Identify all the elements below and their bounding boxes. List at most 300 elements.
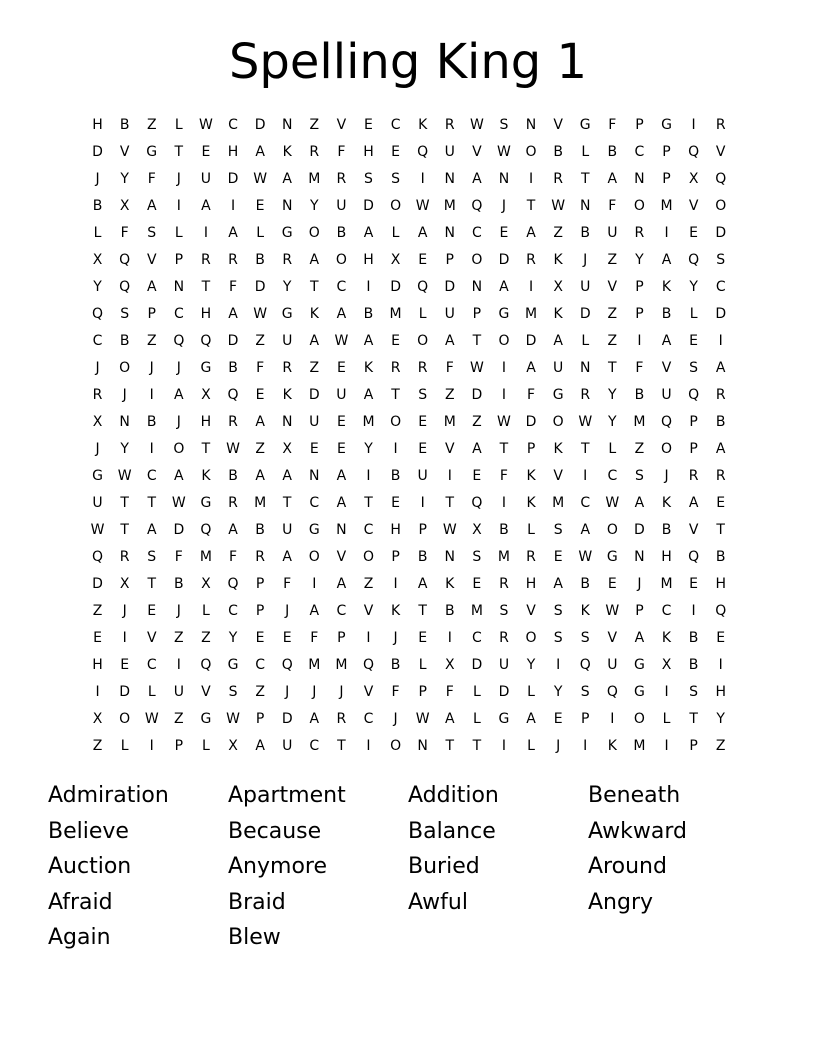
grid-letter: B (688, 657, 699, 673)
grid-letter: W (144, 711, 159, 727)
grid-letter: L (256, 225, 265, 241)
grid-letter: S (228, 684, 238, 700)
grid-letter: T (499, 441, 509, 457)
grid-letter: L (472, 711, 481, 727)
grid-letter: T (472, 333, 482, 349)
grid-letter: I (149, 441, 154, 457)
grid-letter: S (147, 225, 157, 241)
grid-letter: V (526, 603, 536, 619)
grid-letter: I (664, 225, 669, 241)
grid-letter: A (146, 279, 157, 295)
grid-letter: O (308, 549, 320, 565)
grid-letter: C (255, 657, 265, 673)
grid-letter: U (282, 738, 293, 754)
grid-letter: B (661, 306, 672, 322)
grid-letter: U (336, 198, 347, 214)
grid-letter: S (391, 171, 401, 187)
grid-letter: V (363, 684, 374, 700)
grid-letter: V (715, 144, 726, 160)
grid-letter: K (661, 630, 672, 646)
grid-letter: F (445, 360, 454, 376)
grid-letter: T (445, 738, 455, 754)
grid-letter: P (174, 738, 184, 754)
grid-letter: J (95, 171, 100, 187)
grid-letter: E (336, 360, 346, 376)
grid-letter: G (146, 144, 158, 160)
grid-letter: T (364, 495, 373, 511)
grid-letter: Q (606, 684, 618, 700)
grid-letter: G (498, 711, 510, 727)
grid-letter: Q (661, 414, 673, 430)
grid-letter: A (688, 495, 699, 511)
grid-letter: Q (281, 657, 293, 673)
grid-letter: Q (471, 198, 483, 214)
grid-letter: X (119, 576, 130, 592)
grid-letter: N (336, 522, 347, 538)
grid-letter: O (362, 549, 374, 565)
grid-letter: V (661, 360, 672, 376)
grid-letter: V (553, 117, 563, 133)
grid-letter: D (227, 333, 239, 349)
grid-letter: S (120, 306, 130, 322)
grid-letter: C (390, 117, 401, 133)
grid-letter: E (418, 630, 428, 646)
grid-letter: R (119, 549, 130, 565)
grid-letter: C (580, 495, 591, 511)
grid-letter: J (556, 738, 561, 754)
grid-letter: K (553, 306, 563, 322)
grid-letter: A (336, 495, 347, 511)
grid-letter: Z (634, 441, 645, 457)
grid-letter: P (689, 738, 698, 754)
grid-letter: H (92, 657, 103, 673)
word-list-item: Because (228, 818, 322, 844)
grid-letter: J (312, 684, 317, 700)
grid-letter: J (122, 387, 127, 403)
grid-letter: Q (688, 549, 700, 565)
grid-letter: R (553, 171, 563, 187)
grid-letter: A (228, 306, 238, 322)
grid-letter: G (606, 549, 618, 565)
grid-letter: E (336, 414, 346, 430)
grid-letter: A (634, 630, 645, 646)
grid-letter: P (147, 306, 156, 322)
grid-letter: E (255, 387, 265, 403)
grid-letter: W (117, 468, 132, 484)
grid-letter: Q (119, 252, 131, 268)
grid-letter: M (362, 414, 375, 430)
grid-letter: T (201, 441, 211, 457)
grid-letter: K (526, 468, 536, 484)
grid-row (84, 112, 735, 139)
word-list-item: Again (48, 925, 111, 950)
grid-letter: Q (173, 333, 185, 349)
grid-letter: N (281, 198, 293, 214)
grid-letter: I (176, 198, 181, 214)
grid-letter: L (202, 738, 210, 754)
grid-letter: N (309, 468, 320, 484)
grid-letter: K (418, 117, 428, 133)
word-list-item: Blew (228, 925, 281, 950)
grid-letter: R (715, 387, 726, 403)
grid-letter: D (227, 171, 239, 187)
grid-letter: V (553, 468, 563, 484)
word-list-item: Apartment (228, 783, 346, 808)
grid-letter: J (176, 171, 181, 187)
grid-letter: G (633, 684, 645, 700)
grid-letter: B (146, 414, 157, 430)
grid-letter: V (472, 144, 482, 160)
grid-letter: B (390, 657, 401, 673)
grid-letter: H (200, 306, 212, 322)
grid-letter: F (120, 225, 129, 241)
grid-letter: M (389, 306, 402, 322)
grid-letter: K (553, 441, 563, 457)
grid-letter: P (662, 171, 671, 187)
grid-letter: I (95, 684, 100, 700)
grid-letter: L (120, 738, 129, 754)
grid-letter: J (176, 414, 181, 430)
grid-letter: R (499, 576, 509, 592)
grid-letter: R (688, 468, 699, 484)
grid-letter: I (501, 387, 507, 403)
grid-letter: C (228, 117, 238, 133)
grid-letter: K (445, 576, 455, 592)
grid-letter: O (335, 252, 347, 268)
grid-letter: S (147, 549, 157, 565)
grid-row (84, 328, 735, 355)
grid-letter: A (336, 576, 347, 592)
grid-letter: U (200, 171, 212, 187)
grid-letter: A (336, 306, 347, 322)
grid-letter: D (92, 144, 103, 160)
grid-letter: S (364, 171, 373, 187)
grid-letter: V (146, 630, 157, 646)
grid-letter: S (472, 549, 482, 565)
grid-letter: S (499, 603, 509, 619)
grid-letter: U (444, 144, 455, 160)
grid-letter: W (171, 495, 186, 511)
grid-letter: B (607, 144, 618, 160)
grid-letter: M (443, 198, 456, 214)
word-list-item: Auction (48, 854, 132, 879)
grid-letter: B (499, 522, 509, 538)
grid-letter: T (526, 198, 536, 214)
grid-letter: B (119, 117, 130, 133)
grid-letter: I (691, 603, 696, 619)
grid-letter: A (174, 387, 184, 403)
grid-letter: I (718, 657, 723, 673)
grid-letter: X (119, 198, 130, 214)
page-title: Spelling King 1 (228, 34, 588, 90)
grid-letter: B (336, 225, 347, 241)
grid-letter: L (93, 225, 102, 241)
grid-letter: W (551, 198, 566, 214)
grid-letter: A (417, 225, 428, 241)
grid-letter: J (664, 468, 669, 484)
grid-letter: E (309, 441, 319, 457)
grid-letter: K (201, 468, 211, 484)
grid-letter: K (282, 144, 292, 160)
grid-letter: T (580, 441, 590, 457)
grid-letter: J (583, 252, 588, 268)
grid-letter: W (497, 414, 511, 430)
grid-letter: Q (688, 144, 700, 160)
grid-letter: Y (553, 684, 563, 700)
grid-letter: K (363, 360, 374, 376)
grid-letter: W (253, 171, 268, 187)
grid-letter: H (200, 414, 212, 430)
grid-letter: A (201, 198, 211, 214)
grid-letter: Q (119, 279, 131, 295)
grid-letter: U (580, 279, 591, 295)
grid-letter: D (579, 306, 591, 322)
grid-letter: E (418, 441, 428, 457)
grid-letter: F (174, 549, 183, 565)
grid-letter: X (201, 387, 211, 403)
grid-letter: U (607, 225, 618, 241)
grid-letter: K (607, 738, 617, 754)
grid-letter: O (552, 414, 564, 430)
grid-letter: V (146, 252, 157, 268)
grid-letter: L (418, 657, 427, 673)
grid-letter: M (254, 495, 267, 511)
grid-letter: I (718, 333, 723, 349)
grid-letter: F (608, 117, 617, 133)
grid-letter: R (390, 360, 401, 376)
grid-letter: R (255, 549, 265, 565)
grid-letter: S (634, 468, 644, 484)
grid-letter: L (581, 333, 590, 349)
grid-letter: B (715, 549, 726, 565)
grid-letter: D (173, 522, 185, 538)
grid-letter: D (715, 306, 727, 322)
grid-letter: P (337, 630, 346, 646)
grid-letter: S (499, 117, 509, 133)
grid-letter: E (716, 630, 726, 646)
grid-letter: U (417, 468, 428, 484)
grid-letter: V (607, 630, 618, 646)
grid-letter: I (420, 171, 425, 187)
grid-letter: R (228, 252, 238, 268)
grid-letter: A (715, 441, 726, 457)
grid-letter: R (634, 225, 645, 241)
grid-letter: Q (227, 387, 239, 403)
grid-letter: I (149, 387, 154, 403)
grid-letter: A (526, 225, 536, 241)
grid-letter: A (472, 441, 482, 457)
grid-letter: Q (417, 144, 429, 160)
grid-letter: N (579, 360, 591, 376)
grid-letter: B (390, 468, 401, 484)
grid-letter: W (226, 711, 240, 727)
grid-letter: T (147, 495, 157, 511)
grid-letter: B (363, 306, 374, 322)
grid-letter: Y (228, 630, 238, 646)
grid-letter: E (255, 630, 265, 646)
grid-letter: O (471, 252, 483, 268)
grid-letter: A (472, 171, 482, 187)
grid-letter: E (689, 225, 699, 241)
grid-letter: J (176, 360, 181, 376)
grid-letter: M (497, 549, 510, 565)
grid-letter: W (442, 522, 457, 538)
grid-letter: U (661, 387, 672, 403)
grid-row (84, 490, 735, 517)
grid-letter: L (608, 441, 617, 457)
grid-letter: A (634, 495, 645, 511)
grid-letter: K (526, 495, 536, 511)
word-search-grid (84, 112, 735, 760)
grid-letter: C (363, 522, 374, 538)
grid-letter: C (471, 630, 482, 646)
grid-letter: B (92, 198, 103, 214)
grid-letter: J (501, 198, 507, 214)
grid-letter: T (608, 360, 617, 376)
grid-letter: S (716, 252, 726, 268)
grid-letter: I (583, 468, 588, 484)
word-list-item: Afraid (48, 889, 113, 915)
grid-letter: R (228, 414, 238, 430)
grid-letter: I (528, 171, 534, 187)
grid-letter: D (254, 117, 266, 133)
grid-letter: M (633, 414, 646, 430)
grid-letter: A (715, 360, 726, 376)
word-list-item: Around (588, 854, 667, 879)
grid-letter: E (391, 333, 400, 349)
grid-letter: C (634, 144, 645, 160)
grid-letter: Z (553, 225, 563, 241)
grid-letter: D (390, 279, 401, 295)
grid-letter: X (472, 522, 482, 538)
grid-letter: A (417, 576, 428, 592)
grid-letter: D (119, 684, 131, 700)
grid-letter: C (715, 279, 726, 295)
grid-letter: G (552, 387, 564, 403)
grid-letter: P (526, 441, 536, 457)
grid-letter: I (393, 576, 398, 592)
grid-letter: U (607, 657, 618, 673)
grid-letter: P (445, 252, 454, 268)
grid-letter: I (393, 441, 398, 457)
grid-letter: Q (200, 657, 212, 673)
grid-letter: F (391, 684, 400, 700)
grid-letter: D (634, 522, 645, 538)
grid-letter: L (527, 522, 535, 538)
grid-letter: S (580, 684, 590, 700)
grid-letter: T (391, 387, 400, 403)
grid-letter: C (146, 657, 157, 673)
word-list-item: Angry (588, 889, 654, 915)
grid-letter: R (336, 171, 347, 187)
grid-letter: E (201, 144, 211, 160)
grid-letter: I (528, 279, 534, 295)
grid-letter: T (282, 495, 292, 511)
grid-letter: Q (227, 576, 239, 592)
grid-letter: E (391, 495, 400, 511)
grid-letter: I (447, 468, 452, 484)
grid-letter: Y (689, 279, 698, 295)
grid-letter: F (635, 360, 644, 376)
grid-row (84, 166, 735, 193)
grid-letter: R (580, 387, 591, 403)
grid-letter: R (715, 117, 726, 133)
grid-row (84, 193, 735, 220)
grid-letter: N (444, 549, 455, 565)
grid-letter: U (444, 306, 455, 322)
grid-letter: Z (92, 603, 103, 619)
grid-letter: Y (364, 441, 373, 457)
grid-letter: P (255, 711, 265, 727)
grid-letter: U (553, 360, 564, 376)
grid-letter: X (390, 252, 401, 268)
grid-letter: Y (282, 279, 292, 295)
grid-letter: N (417, 738, 428, 754)
grid-letter: A (526, 360, 536, 376)
grid-letter: I (176, 657, 181, 673)
grid-letter: A (363, 387, 374, 403)
grid-letter: K (580, 603, 590, 619)
grid-letter: I (664, 738, 669, 754)
grid-row (84, 625, 735, 652)
grid-letter: I (447, 630, 452, 646)
grid-letter: A (661, 333, 672, 349)
grid-letter: R (282, 252, 293, 268)
grid-letter: P (255, 603, 265, 619)
grid-letter: O (119, 360, 131, 376)
word-list-item: Anymore (228, 854, 327, 879)
grid-letter: W (605, 495, 620, 511)
grid-letter: K (661, 495, 672, 511)
grid-letter: X (92, 252, 103, 268)
grid-letter: Y (608, 414, 617, 430)
word-list-item: Awkward (588, 818, 687, 844)
grid-letter: Z (363, 576, 374, 592)
grid-letter: Q (200, 333, 212, 349)
grid-letter: H (661, 549, 672, 565)
grid-letter: G (633, 657, 645, 673)
grid-letter: T (472, 738, 482, 754)
grid-letter: V (336, 117, 347, 133)
grid-letter: R (201, 252, 211, 268)
grid-letter: E (120, 657, 130, 673)
grid-letter: R (417, 360, 428, 376)
grid-letter: B (228, 468, 238, 484)
grid-letter: S (553, 522, 563, 538)
grid-row (84, 733, 735, 760)
grid-letter: T (201, 279, 211, 295)
grid-letter: Q (688, 387, 700, 403)
grid-letter: W (497, 144, 511, 160)
grid-letter: S (689, 684, 699, 700)
grid-letter: A (580, 522, 591, 538)
word-list-item: Beneath (588, 783, 681, 808)
grid-letter: Y (120, 171, 129, 187)
grid-letter: B (634, 387, 645, 403)
grid-letter: S (418, 387, 428, 403)
grid-letter: U (336, 387, 347, 403)
grid-letter: F (310, 630, 319, 646)
grid-letter: G (200, 711, 212, 727)
grid-letter: J (176, 603, 181, 619)
grid-row (84, 355, 735, 382)
grid-letter: B (417, 549, 428, 565)
grid-letter: L (147, 684, 156, 700)
grid-letter: W (469, 360, 484, 376)
grid-letter: E (147, 603, 157, 619)
grid-letter: I (610, 711, 615, 727)
grid-letter: M (443, 414, 456, 430)
